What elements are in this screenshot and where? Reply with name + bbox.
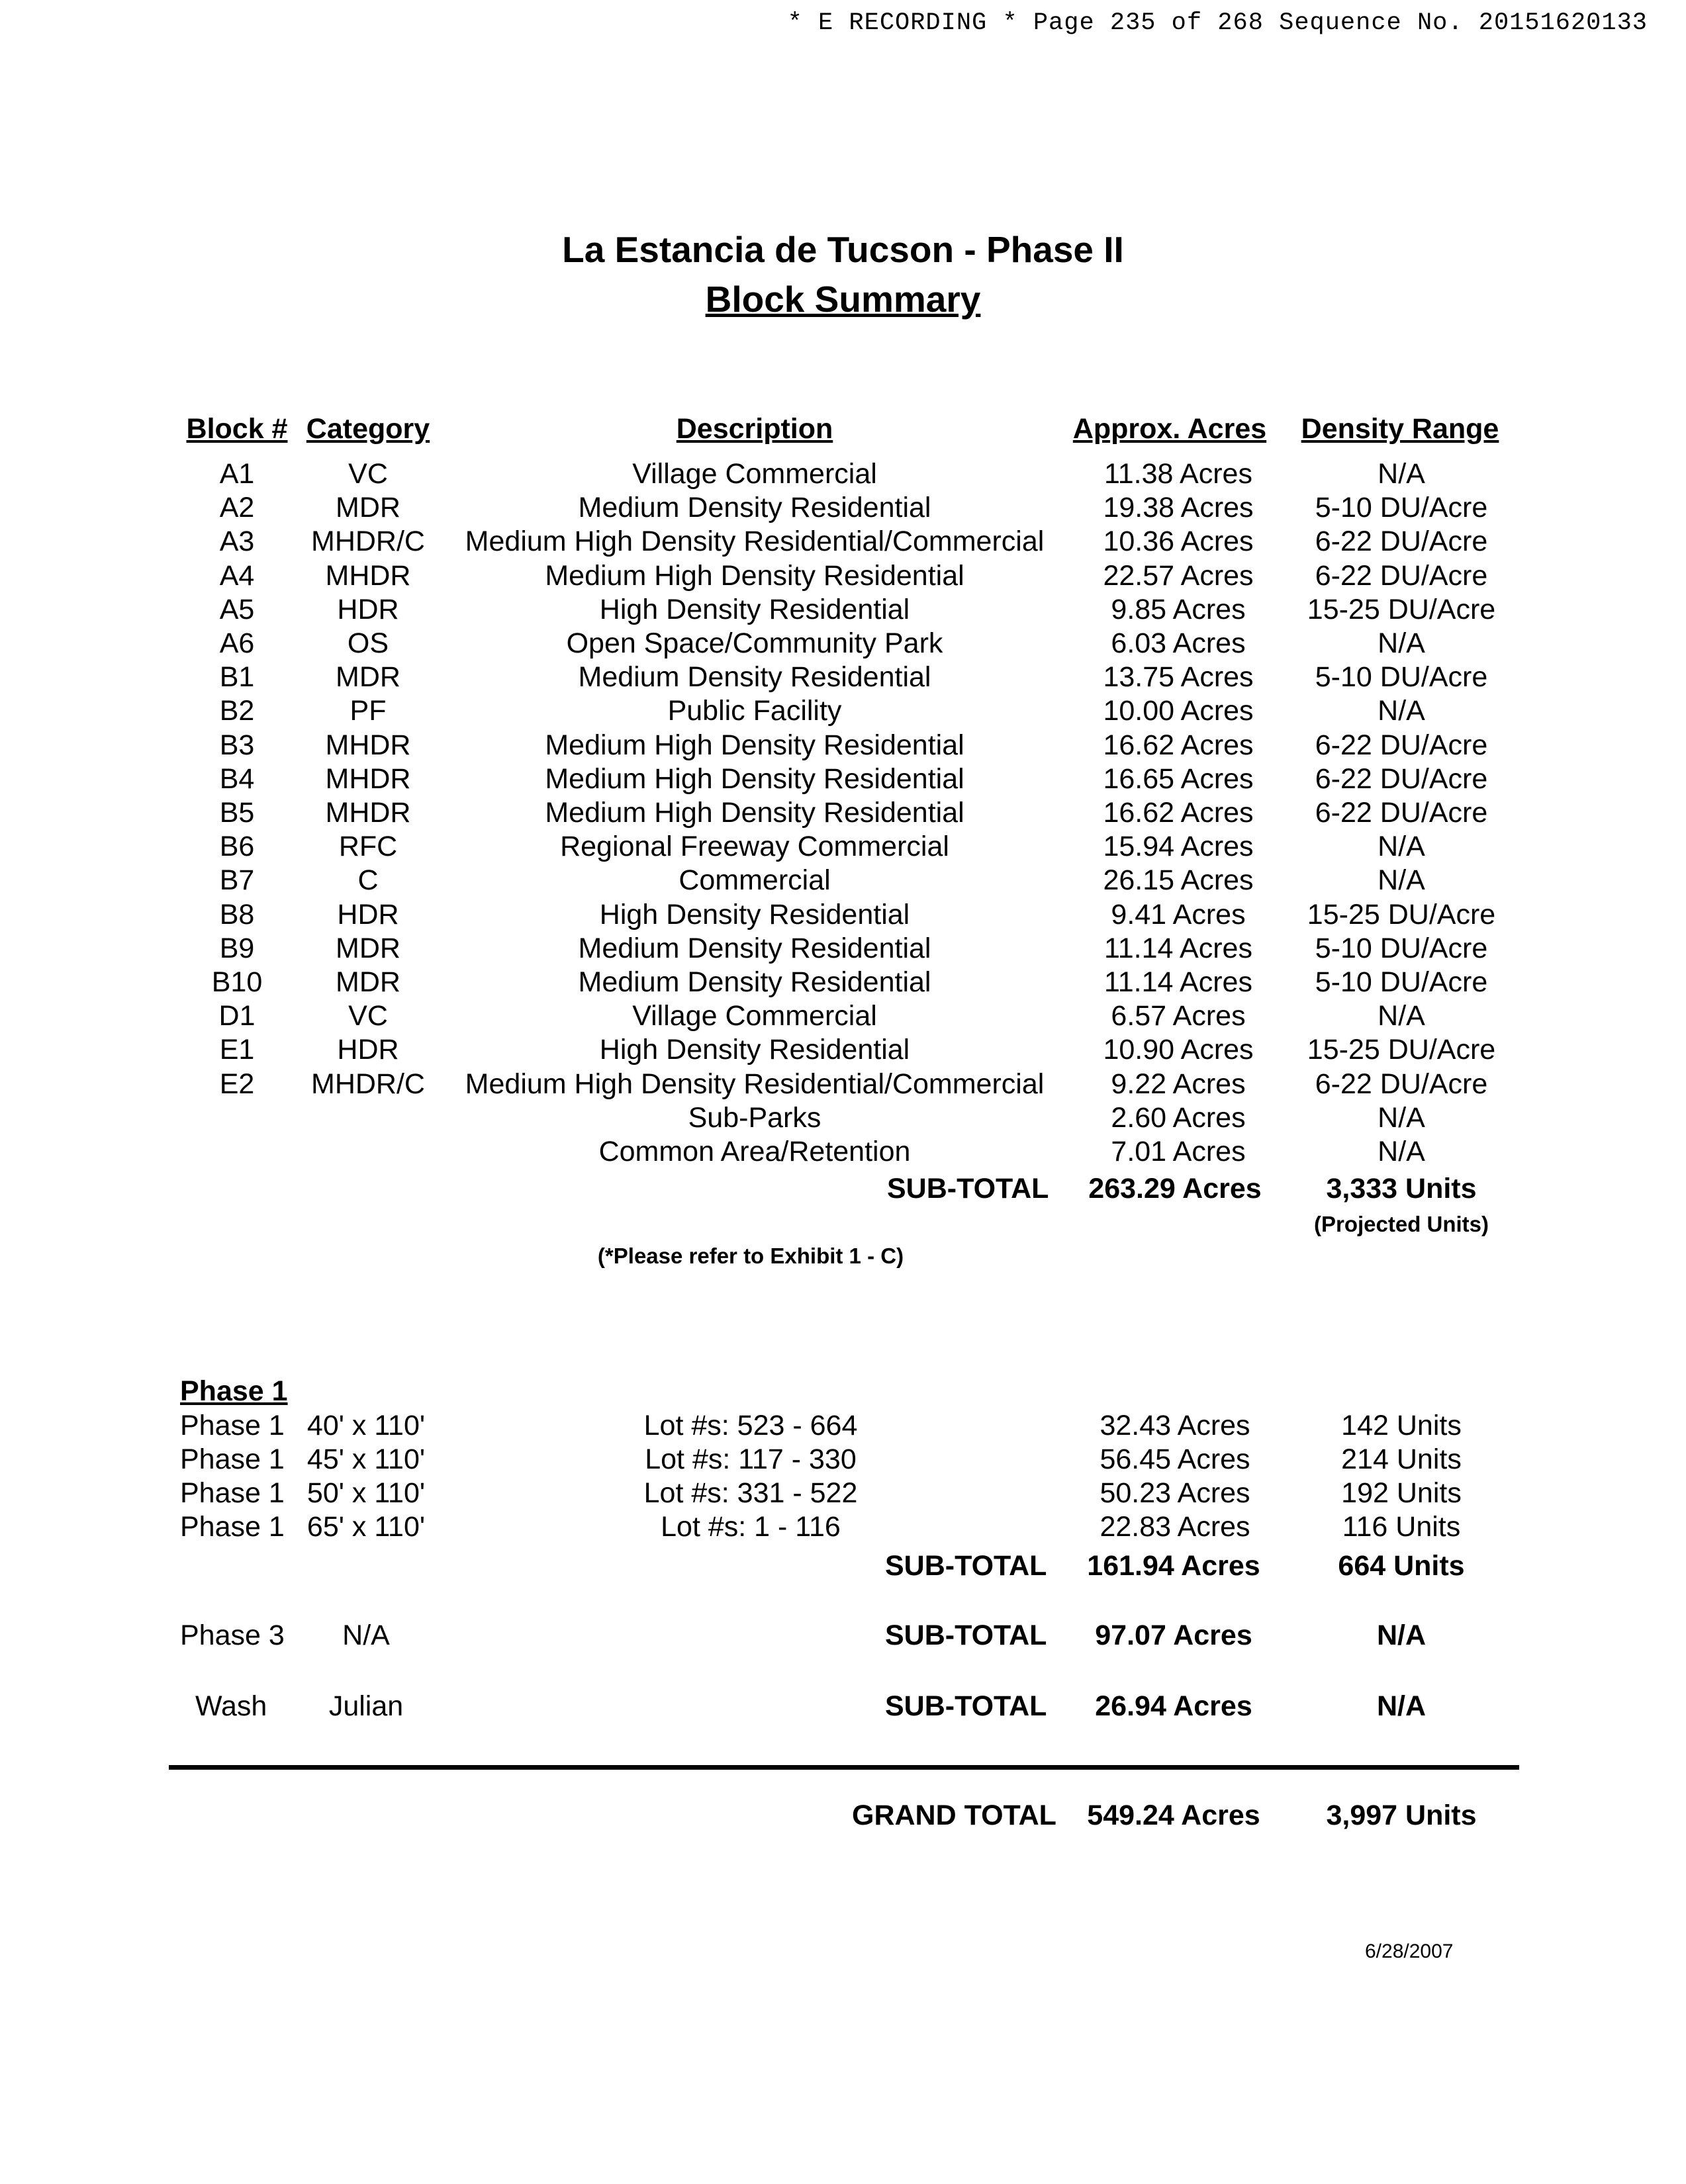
table-row — [0, 457, 1686, 491]
phase1-cell-acres: 32.43 Acres — [1100, 1410, 1250, 1441]
cell-description: Medium Density Residential — [578, 661, 931, 693]
table-row — [0, 728, 1686, 762]
cell-density: 6-22 DU/Acre — [1315, 1068, 1488, 1100]
cell-density: N/A — [1378, 458, 1425, 490]
wash-category: Julian — [328, 1690, 404, 1722]
table-row — [0, 626, 1686, 660]
phase1-subtotal-acres: 161.94 Acres — [1087, 1550, 1260, 1582]
table-row — [0, 559, 1686, 593]
phase1-subtotal-row — [0, 1549, 1686, 1583]
table-row — [0, 863, 1686, 897]
phase1-cell-units: 192 Units — [1341, 1477, 1462, 1509]
phase1-cell-acres: 22.83 Acres — [1100, 1511, 1250, 1543]
cell-acres: 26.15 Acres — [1103, 864, 1254, 896]
phase1-cell-phase: Phase 1 — [180, 1511, 285, 1543]
cell-block: B2 — [219, 695, 255, 727]
cell-block: A5 — [219, 594, 255, 625]
cell-density: N/A — [1378, 627, 1425, 659]
phase1-cell-size: 40' x 110' — [306, 1410, 426, 1441]
table-row — [0, 762, 1686, 796]
page-subtitle: Block Summary — [705, 279, 981, 320]
phase1-cell-size: 50' x 110' — [306, 1477, 426, 1509]
cell-block: B6 — [219, 831, 255, 862]
cell-description: Medium High Density Residential/Commercial — [465, 1068, 1045, 1100]
grand-total-acres: 549.24 Acres — [1087, 1799, 1260, 1831]
table-row — [0, 897, 1686, 932]
cell-density: 6-22 DU/Acre — [1315, 729, 1488, 761]
cell-description: Common Area/Retention — [598, 1136, 911, 1167]
cell-density: N/A — [1378, 695, 1425, 727]
cell-acres: 15.94 Acres — [1103, 831, 1254, 862]
cell-block: B10 — [211, 966, 263, 998]
cell-block: A1 — [219, 458, 255, 490]
subtotal-label: SUB-TOTAL — [887, 1173, 1049, 1205]
cell-description: Medium High Density Residential — [545, 560, 964, 592]
cell-acres: 10.00 Acres — [1103, 695, 1254, 727]
phase1-cell-size: 45' x 110' — [306, 1443, 426, 1475]
cell-category: C — [357, 864, 379, 896]
cell-block: B3 — [219, 729, 255, 761]
col-header-acres: Approx. Acres — [1072, 413, 1267, 445]
phase1-row — [0, 1510, 1686, 1544]
cell-category: VC — [348, 458, 388, 490]
exhibit-note: (*Please refer to Exhibit 1 - C) — [597, 1244, 904, 1268]
cell-description: Commercial — [679, 864, 831, 896]
cell-density: 6-22 DU/Acre — [1315, 797, 1488, 829]
table-row — [0, 965, 1686, 999]
phase1-cell-units: 116 Units — [1342, 1511, 1461, 1543]
phase1-cell-lots: Lot #s: 117 - 330 — [645, 1443, 857, 1475]
cell-block: B8 — [219, 899, 255, 931]
cell-density: 5-10 DU/Acre — [1315, 492, 1488, 523]
cell-category: VC — [348, 1000, 388, 1032]
phase1-subtotal-units: 664 Units — [1338, 1550, 1465, 1582]
cell-acres: 10.36 Acres — [1103, 525, 1254, 557]
phase3-name: Phase 3 — [180, 1619, 285, 1651]
cell-category: MHDR — [325, 729, 411, 761]
cell-block: A3 — [219, 525, 255, 557]
cell-acres: 2.60 Acres — [1111, 1102, 1246, 1134]
phase1-row — [0, 1408, 1686, 1443]
cell-block: B5 — [219, 797, 255, 829]
cell-acres: 9.85 Acres — [1111, 594, 1246, 625]
cell-density: 15-25 DU/Acre — [1307, 594, 1496, 625]
col-header-block: Block # — [186, 413, 288, 445]
cell-density: 6-22 DU/Acre — [1315, 525, 1488, 557]
cell-category: MHDR — [325, 560, 411, 592]
cell-acres: 19.38 Acres — [1103, 492, 1254, 523]
phase3-row — [0, 1618, 1686, 1653]
col-header-description: Description — [676, 413, 833, 445]
cell-block: A6 — [219, 627, 255, 659]
cell-block: B1 — [219, 661, 255, 693]
cell-description: High Density Residential — [599, 594, 910, 625]
table-row — [0, 660, 1686, 694]
phase1-cell-units: 142 Units — [1341, 1410, 1462, 1441]
cell-density: N/A — [1378, 831, 1425, 862]
grand-total-units: 3,997 Units — [1326, 1799, 1477, 1831]
cell-density: 15-25 DU/Acre — [1307, 899, 1496, 931]
table-row — [0, 796, 1686, 830]
cell-description: Medium Density Residential — [578, 933, 931, 964]
phase1-cell-lots: Lot #s: 331 - 522 — [643, 1477, 858, 1509]
blocks-subtotal-row — [0, 1171, 1686, 1206]
cell-block: B9 — [219, 933, 255, 964]
cell-acres: 11.14 Acres — [1104, 933, 1252, 964]
cell-description: High Density Residential — [599, 899, 910, 931]
cell-category: MHDR/C — [311, 1068, 425, 1100]
wash-name: Wash — [195, 1690, 267, 1722]
phase1-cell-units: 214 Units — [1341, 1443, 1462, 1475]
table-row — [0, 999, 1686, 1033]
cell-category: HDR — [337, 899, 399, 931]
cell-category: OS — [347, 627, 389, 659]
table-row — [0, 490, 1686, 525]
cell-description: Medium High Density Residential — [545, 763, 964, 795]
cell-description: Medium High Density Residential — [545, 797, 964, 829]
phase1-cell-acres: 50.23 Acres — [1100, 1477, 1250, 1509]
cell-category: HDR — [337, 594, 399, 625]
phase1-cell-phase: Phase 1 — [180, 1410, 285, 1441]
cell-density: N/A — [1378, 864, 1425, 896]
table-row — [0, 829, 1686, 864]
cell-category: PF — [350, 695, 387, 727]
cell-acres: 7.01 Acres — [1111, 1136, 1246, 1167]
grand-total-label: GRAND TOTAL — [852, 1799, 1056, 1831]
cell-acres: 22.57 Acres — [1103, 560, 1254, 592]
cell-acres: 16.62 Acres — [1103, 797, 1254, 829]
cell-category: MDR — [336, 966, 400, 998]
phase1-cell-acres: 56.45 Acres — [1100, 1443, 1250, 1475]
cell-block: A4 — [219, 560, 255, 592]
page-title: La Estancia de Tucson - Phase II — [562, 229, 1124, 270]
table-row — [0, 592, 1686, 627]
cell-density: 5-10 DU/Acre — [1315, 661, 1488, 693]
cell-description: Village Commercial — [632, 1000, 877, 1032]
phase3-subtotal-label: SUB-TOTAL — [885, 1619, 1047, 1651]
cell-density: 5-10 DU/Acre — [1315, 966, 1488, 998]
cell-acres: 9.22 Acres — [1111, 1068, 1246, 1100]
cell-description: High Density Residential — [599, 1034, 910, 1066]
phase1-cell-size: 65' x 110' — [306, 1511, 426, 1543]
cell-density: N/A — [1378, 1000, 1425, 1032]
cell-acres: 13.75 Acres — [1103, 661, 1254, 693]
cell-density: 6-22 DU/Acre — [1315, 560, 1488, 592]
phase3-acres: 97.07 Acres — [1095, 1619, 1252, 1651]
cell-description: Public Facility — [667, 695, 842, 727]
cell-density: 6-22 DU/Acre — [1315, 763, 1488, 795]
phase1-cell-phase: Phase 1 — [180, 1443, 285, 1475]
col-header-density: Density Range — [1301, 413, 1499, 445]
cell-category: MHDR — [325, 797, 411, 829]
phase1-cell-lots: Lot #s: 1 - 116 — [661, 1511, 841, 1543]
cell-description: Medium High Density Residential/Commercial — [465, 525, 1045, 557]
cell-category: MHDR/C — [311, 525, 425, 557]
cell-description: Medium High Density Residential — [545, 729, 964, 761]
table-header — [0, 412, 1686, 446]
cell-category: MHDR — [325, 763, 411, 795]
cell-density: 5-10 DU/Acre — [1315, 933, 1488, 964]
table-row — [0, 931, 1686, 966]
subtotal-acres: 263.29 Acres — [1088, 1173, 1262, 1205]
cell-category: MDR — [336, 492, 400, 523]
cell-category: RFC — [338, 831, 398, 862]
table-row — [0, 1134, 1686, 1169]
cell-acres: 11.38 Acres — [1104, 458, 1252, 490]
cell-description: Medium Density Residential — [578, 966, 931, 998]
grand-total-divider — [169, 1765, 1519, 1770]
cell-block: B4 — [219, 763, 255, 795]
exhibit-note-row — [0, 1239, 1686, 1273]
col-header-category: Category — [306, 413, 430, 445]
cell-acres: 9.41 Acres — [1111, 899, 1246, 931]
cell-category: MDR — [336, 933, 400, 964]
cell-description: Open Space/Community Park — [566, 627, 943, 659]
table-row — [0, 694, 1686, 728]
cell-category: HDR — [337, 1034, 399, 1066]
projected-units-note: (Projected Units) — [1313, 1212, 1489, 1236]
cell-description: Village Commercial — [632, 458, 877, 490]
wash-row — [0, 1689, 1686, 1723]
document-date: 6/28/2007 — [1365, 1940, 1454, 1962]
phase1-cell-phase: Phase 1 — [180, 1477, 285, 1509]
projected-note-row — [0, 1207, 1686, 1242]
cell-acres: 6.03 Acres — [1111, 627, 1246, 659]
cell-acres: 16.65 Acres — [1103, 763, 1254, 795]
phase1-row — [0, 1476, 1686, 1510]
cell-block: A2 — [219, 492, 255, 523]
wash-subtotal-label: SUB-TOTAL — [885, 1690, 1047, 1722]
cell-acres: 10.90 Acres — [1103, 1034, 1254, 1066]
recording-header: * E RECORDING * Page 235 of 268 Sequence No. 20151620133 — [787, 9, 1648, 37]
table-row — [0, 1101, 1686, 1135]
cell-block: E1 — [219, 1034, 255, 1066]
cell-block: D1 — [218, 1000, 256, 1032]
phase3-category: N/A — [342, 1619, 390, 1651]
table-row — [0, 1067, 1686, 1101]
cell-description: Sub-Parks — [688, 1102, 821, 1134]
cell-block: E2 — [219, 1068, 255, 1100]
phase3-units: N/A — [1376, 1619, 1427, 1651]
table-row — [0, 524, 1686, 559]
cell-density: N/A — [1378, 1136, 1425, 1167]
cell-density: N/A — [1378, 1102, 1425, 1134]
wash-acres: 26.94 Acres — [1095, 1690, 1252, 1722]
cell-category: MDR — [336, 661, 400, 693]
cell-acres: 6.57 Acres — [1111, 1000, 1246, 1032]
phase1-heading: Phase 1 — [180, 1375, 288, 1407]
phase1-row — [0, 1442, 1686, 1477]
grand-total-row — [0, 1798, 1686, 1833]
phase1-heading-row — [0, 1374, 1686, 1408]
phase1-cell-lots: Lot #s: 523 - 664 — [643, 1410, 858, 1441]
table-row — [0, 1032, 1686, 1067]
subtotal-units: 3,333 Units — [1326, 1173, 1477, 1205]
phase1-subtotal-label: SUB-TOTAL — [885, 1550, 1047, 1582]
cell-description: Medium Density Residential — [578, 492, 931, 523]
cell-acres: 16.62 Acres — [1103, 729, 1254, 761]
cell-description: Regional Freeway Commercial — [560, 831, 949, 862]
wash-units: N/A — [1376, 1690, 1427, 1722]
cell-density: 15-25 DU/Acre — [1307, 1034, 1496, 1066]
cell-block: B7 — [219, 864, 255, 896]
cell-acres: 11.14 Acres — [1104, 966, 1252, 998]
